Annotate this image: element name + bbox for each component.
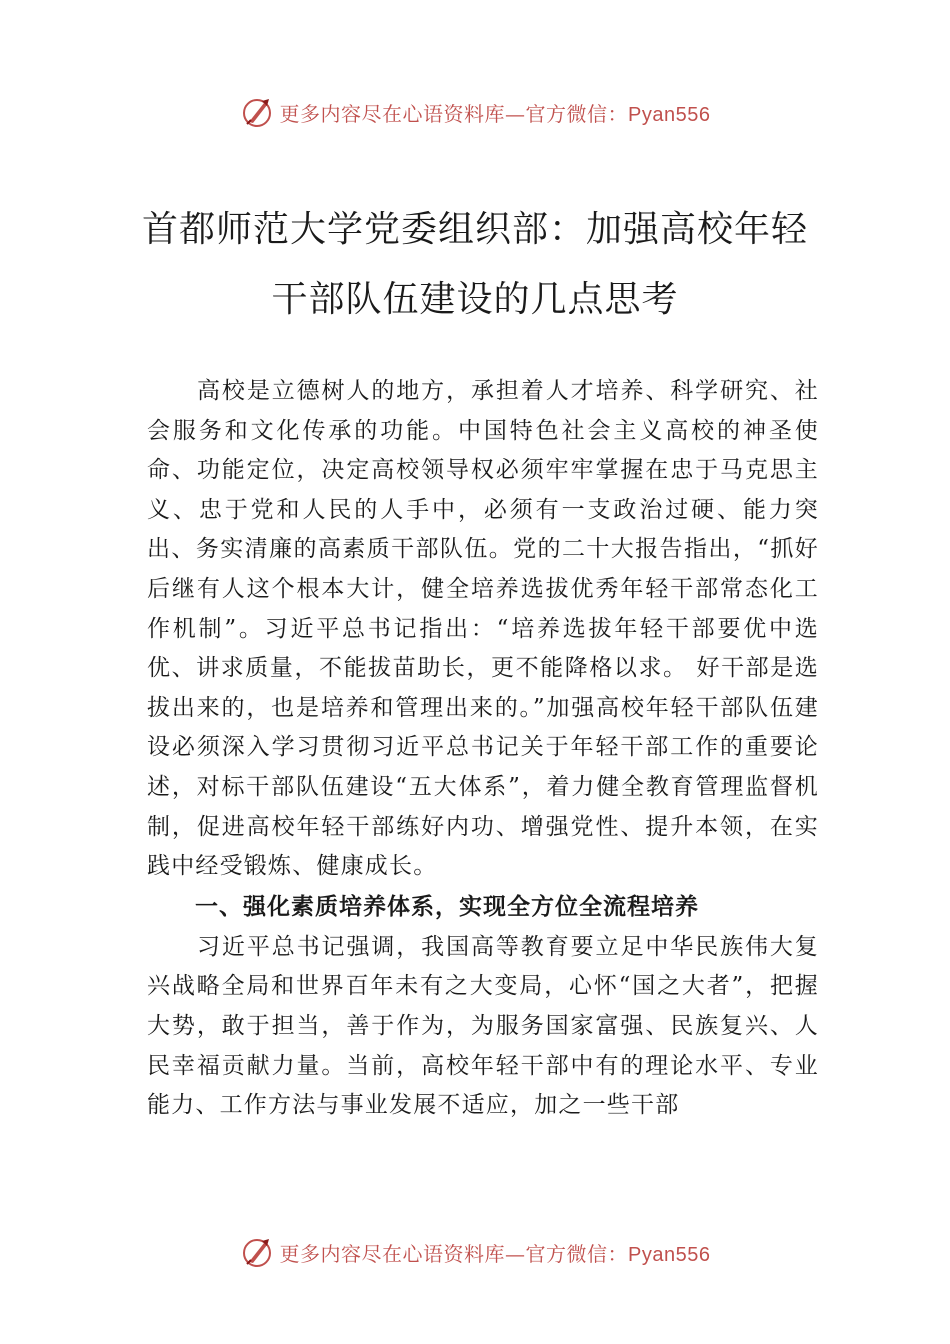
- banner-text-cn: 更多内容尽在心语资料库—官方微信：: [279, 1241, 629, 1266]
- section-heading-1: 一、强化素质培养体系，实现全方位全流程培养: [195, 893, 699, 920]
- banner-text: [280, 98, 711, 127]
- quill-logo-icon: [240, 1235, 274, 1269]
- body-paragraph-1: 高校是立德树人的地方，承担着人才培养、科学研究、社会服务和文化传承的功能。中国特色社会主义高校的神圣使命、功能定位，决定高校领导权必须牢牢掌握在忠于马克思主义、忠于党和人民的人手中，必须有一支政治过硬、能力突出、务实清廉的高素质干部队伍。党的二十大报告指出，“抓好后继有人这个根本大计，健全培养选拔优秀年轻干部常态化工作机制”。习近平总书记指出：“培养选拔年轻干部要优中选优、讲求质量，不能拔苗助长，更不能降格以求。 好干部是选拔出来的，也是培养和管理出来的。”加强高校年轻干部队伍建设必须深入学习贯彻习近平总书记关于年轻干部工作的重要论述，对标干部队伍建设“五大体系”，着力健全教育管理监督机制，促进高校年轻干部练好内功、增强党性、提升本领，在实践中经受锻炼、健康成长。: [147, 378, 819, 880]
- body-paragraph-2: 习近平总书记强调，我国高等教育要立足中华民族伟大复兴战略全局和世界百年未有之大变局，心怀“国之大者”，把握大势，敢于担当，善于作为，为服务国家富强、民族复兴、人民幸福贡献力量。当前，高校年轻干部中有的理论水平、专业能力、工作方法与事业发展不适应，加之一些干部: [147, 933, 819, 1119]
- document-title-line-1: 首都师范大学党委组织部：加强高校年轻: [141, 209, 808, 250]
- header-watermark-banner: [0, 92, 950, 132]
- banner-wechat-id: Pyan556: [628, 103, 711, 126]
- banner-text-cn: 更多内容尽在心语资料库—官方微信：: [279, 101, 629, 126]
- quill-logo-icon: [240, 95, 274, 129]
- banner-text: [280, 1238, 711, 1267]
- document-title-line-2: 干部队伍建设的几点思考: [271, 279, 679, 320]
- footer-watermark-banner: [0, 1232, 950, 1272]
- banner-wechat-id: Pyan556: [628, 1243, 711, 1266]
- document-body: [147, 372, 819, 1126]
